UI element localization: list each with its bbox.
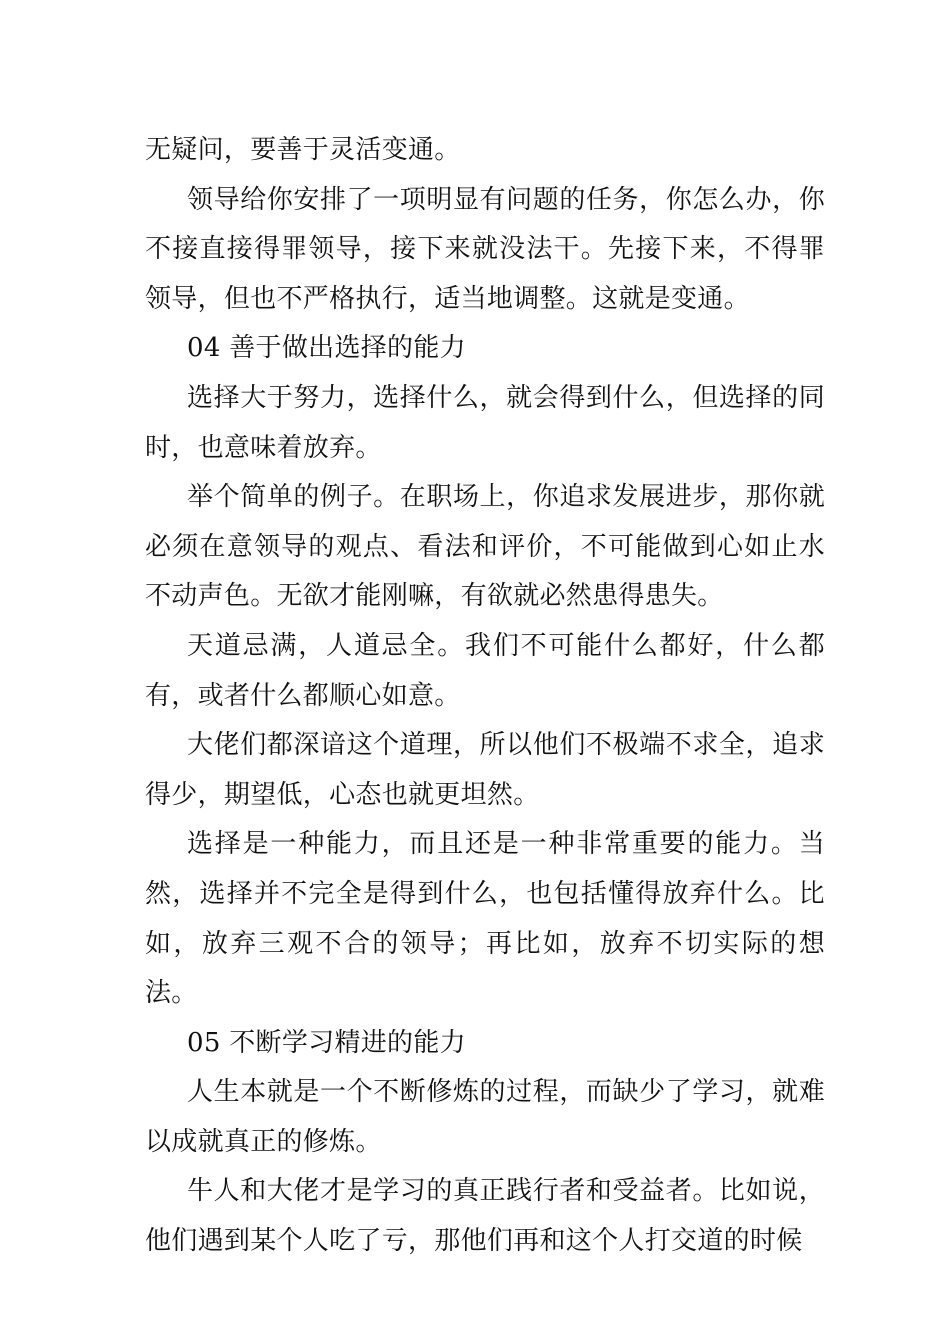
paragraph-workplace-example: 举个简单的例子。在职场上，你追求发展进步，那你就必须在意领导的观点、看法和评价，不可能做到心如止水不动声色。无欲才能刚嘛，有欲就必然患得患失。 (145, 482, 825, 612)
paragraph-leader-task: 领导给你安排了一项明显有问题的任务，你怎么办，你不接直接得罪领导，接下来就没法干。先接下来，不得罪领导，但也不严格执行，适当地调整。这就是变通。 (145, 184, 825, 314)
document-page (145, 126, 825, 1267)
paragraph-life-practice: 人生本就是一个不断修炼的过程，而缺少了学习，就难以成就真正的修炼。 (145, 1077, 825, 1157)
paragraph-choice-ability: 选择是一种能力，而且还是一种非常重要的能力。当然，选择并不完全是得到什么，也包括懂得放弃什么。比如，放弃三观不合的领导；再比如，放弃不切实际的想法。 (145, 829, 825, 1009)
paragraph-learners: 牛人和大佬才是学习的真正践行者和受益者。比如说，他们遇到某个人吃了亏，那他们再和这个人打交道的时候 (145, 1176, 825, 1257)
paragraph-flexibility-end: 无疑问，要善于灵活变通。 (145, 135, 461, 165)
paragraph-choice-effort: 选择大于努力，选择什么，就会得到什么，但选择的同时，也意味着放弃。 (145, 382, 825, 463)
section-heading-05: 05 不断学习精进的能力 (187, 1027, 466, 1058)
paragraph-bigshots-principle: 大佬们都深谙这个道理，所以他们不极端不求全，追求得少，期望低，心态也就更坦然。 (145, 730, 825, 810)
paragraph-heaven-way: 天道忌满，人道忌全。我们不可能什么都好，什么都有，或者什么都顺心如意。 (145, 630, 825, 711)
section-heading-04: 04 善于做出选择的能力 (187, 333, 466, 364)
